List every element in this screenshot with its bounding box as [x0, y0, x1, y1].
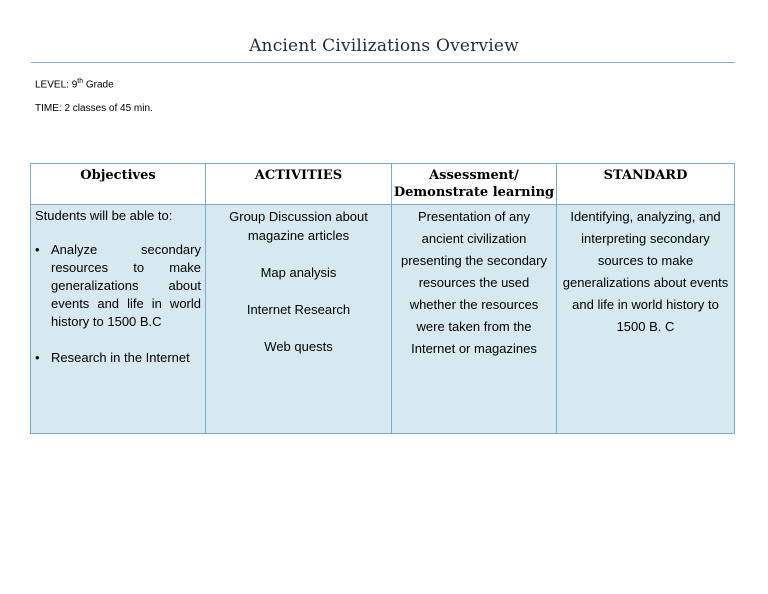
title-underline: [31, 62, 735, 63]
objectives-intro: Students will be able to:: [35, 208, 173, 223]
assessment-text: Presentation of any ancient civilization presenting the secondary resources the used whether the resources were taken from the Internet or magazines: [401, 209, 547, 356]
list-item: Internet Research: [246, 302, 351, 317]
level-line: [35, 78, 114, 90]
level-superscript: th: [77, 78, 84, 85]
header-standard: STANDARD: [557, 164, 735, 205]
header-assessment: Assessment/ Demonstrate learning: [392, 164, 557, 205]
list-item: • Research in the Internet: [51, 349, 201, 367]
list-item: Web quests: [264, 339, 333, 354]
list-item: • Analyze secondary resources to make generalizations about events and life in world history to 1500 B.C: [51, 241, 201, 331]
table-row: [31, 205, 735, 434]
objectives-list: [31, 241, 201, 367]
list-item: Group Discussion about magazine articles: [229, 209, 368, 243]
objectives-cell: [31, 205, 206, 434]
standard-text: Identifying, analyzing, and interpreting secondary sources to make generalizations about events and life in world history to 1500 B. C: [562, 209, 729, 334]
standard-cell: [557, 205, 735, 434]
list-item: Map analysis: [260, 265, 337, 280]
activities-cell: [206, 205, 392, 434]
header-objectives: Objectives: [31, 164, 206, 205]
lesson-plan-table: [30, 163, 735, 434]
table-header-row: [31, 164, 735, 205]
document-title: Ancient Civilizations Overview: [249, 36, 519, 56]
time-line: TIME: 2 classes of 45 min.: [35, 103, 153, 114]
header-activities: ACTIVITIES: [206, 164, 392, 205]
level-grade: Grade: [83, 79, 114, 91]
assessment-cell: [392, 205, 557, 434]
level-text: LEVEL: 9: [35, 79, 78, 91]
activities-list: [206, 205, 391, 356]
